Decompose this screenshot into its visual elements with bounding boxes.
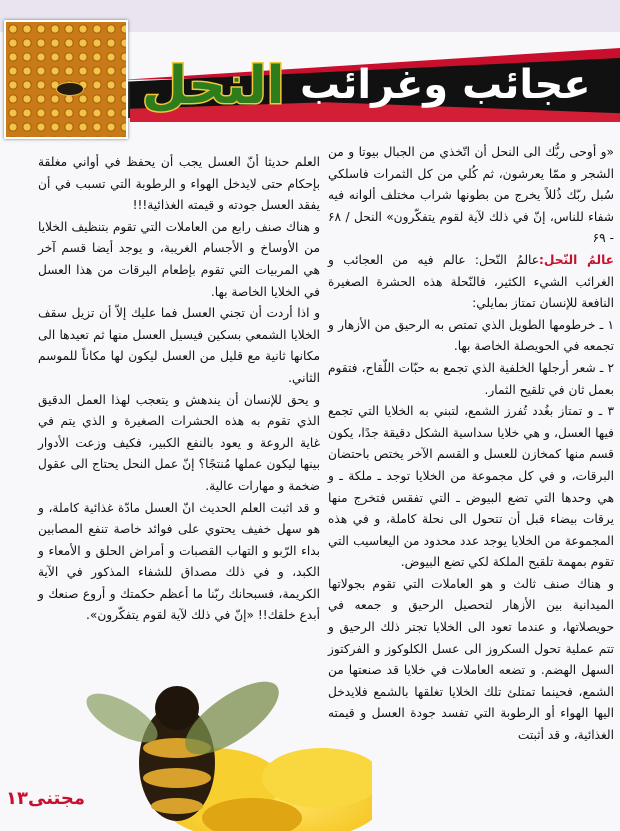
page-title: عجائب وغرائب <box>300 62 591 108</box>
bee-flower-illustration <box>72 658 372 831</box>
bee-on-honeycomb-icon <box>56 82 84 96</box>
quran-verse: «و أوحى ربُّك الى النحل أن اتّخذي من الجبال بيوتا و من الشجر و ممّا يعرشون، ثم كُلي من كل الثمرات فاسلكي سُبل ربّك ذُللاً يخرج من بطونها شراب مختلف ألوانه فيه شفاء للناس، إنّ في ذلك لآية لقوم يتفكّرون» النحل / ۶۸ - ۶۹ <box>328 145 614 246</box>
left-para-4: و يحق للإنسان أن يندهش و يتعجب لهذا العمل الدقيق الذي تقوم به هذه الحشرات الصغيرة و الذي يتم في غاية الروعة و يعود بالنفع الكبير، فكيف وزعت الأدوار بينها ليكون عملها مُنتجًا؟ إنّ عمل النحل يحتاج الى عقول ضخمة و مهارات عالية. <box>38 392 320 493</box>
left-para-1: العلم حديثا أنّ العسل يجب أن يحفظ في أواني مغلقة بإحكام حتى لايدخل الهواء و الرطوبة التي تسبب في أن يفقد العسل جودته و قيمته الغذائية!!! <box>38 155 320 213</box>
third-class-paragraph: و هناك صنف ثالث و هو العاملات التي تقوم بجولاتها الميدانية بين الأزهار لتحصيل الرحيق و جمعه في حويصلاتها، و عندما تعود الى الخلايا تجتر ذلك الرحيق و تتم عملية تحول السكروز الى عسل الكلوكوز و الفركتوز السهل الهضم. و تضعه العاملات في خلايا قد صنعتها من الشمع، فحينما تمتلئ تلك الخلايا تغلقها بالشمع فلايدخل اليها الهواء أو الرطوبة التي تفسد جودة العسل و قيمته الغذائية، و قد أثبتت <box>328 576 614 743</box>
article-right-column <box>328 142 614 747</box>
point-1: ۱ ـ خرطومها الطويل الذي تمتص به الرحيق من الأزهار و تجمعه في الحويصلة الخاصة بها. <box>328 317 614 354</box>
point-2: ۲ ـ شعر أرجلها الخلفية الذي تجمع به حبّات اللّقاح، فتقوم بعمل ثان في تلقيح الثمار. <box>328 360 614 397</box>
page-number: ۱۳ <box>6 788 28 809</box>
magazine-logo <box>6 788 85 809</box>
title-accent: النحل <box>142 56 285 116</box>
left-para-2: و هناك صنف رابع من العاملات التي تقوم بتنظيف الخلايا من الأوساخ و الأجسام الغريبة، و يوجد أيضا قسم آخر هي المربيات التي تقوم بإطعام اليرقات من هذا العسل في الخلايا الخاصة بها. <box>38 219 320 299</box>
honeycomb-photo <box>4 20 128 139</box>
article-left-column <box>38 152 320 627</box>
left-para-3: و اذا أردت أن تجني العسل فما عليك إلاّ أن تزيل سقف الخلايا الشمعي بسكين فيسيل العسل منها ثم تعيدها الى مكانها ثانية مع قليل من العسل ليكون لها مكاناً للموسم الثاني. <box>38 306 320 385</box>
magazine-name: مجتنی <box>27 788 86 809</box>
left-para-5: و قد اثبت العلم الحديث انّ العسل مادّة غذائية كاملة، و هو سهل خفيف يحتوي على فوائد خاصة تنفع المصابين بداء الرّبو و التهاب القصبات و أمراض الحلق و الأمعاء و الكبد، و في ذلك مصداق للشفاء المذكور في الآية الكريمة، فسبحانك ربّنا ما أعظم حكمتك و أروع صنعك و أبدع خلقك!! «إنّ في ذلك لآية لقوم يتفكّرون». <box>38 500 320 623</box>
point-3: ۳ ـ و تمتاز بغُدد تُفرز الشمع، لتبني به الخلايا التي تجمع فيها العسل، و هي خلايا سداسية الشكل دقيقة جدًا، يكون قسم منها كمخازن للعسل و القسم الآخر يختص باحتضان البرقات، و في كل مجموعة من الخلايا توجد ـ ملكة ـ و هي وحدها التي تضع البيوض ـ التي تفقس فتخرج منها يرقات بيضاء قبل أن تتحول الى نحلة كاملة، و في هذه المجموعة من الخلايا يوجد عدد محدود من اليعاسيب التي تقوم بمهمة تلقيح الملكة لكي تضع البيوض. <box>328 404 614 570</box>
bee-world-heading: عالمُ النّحل: <box>539 252 614 267</box>
bee-world-intro <box>328 250 614 315</box>
bee-world-text: عالمُ النّحل: عالم فيه من العجائب و الغرائب الشيء الكثير، فالنّحلة هذه الحشرة الصغيرة النافعة للإنسان تمتاز بمايلي: <box>328 252 614 311</box>
